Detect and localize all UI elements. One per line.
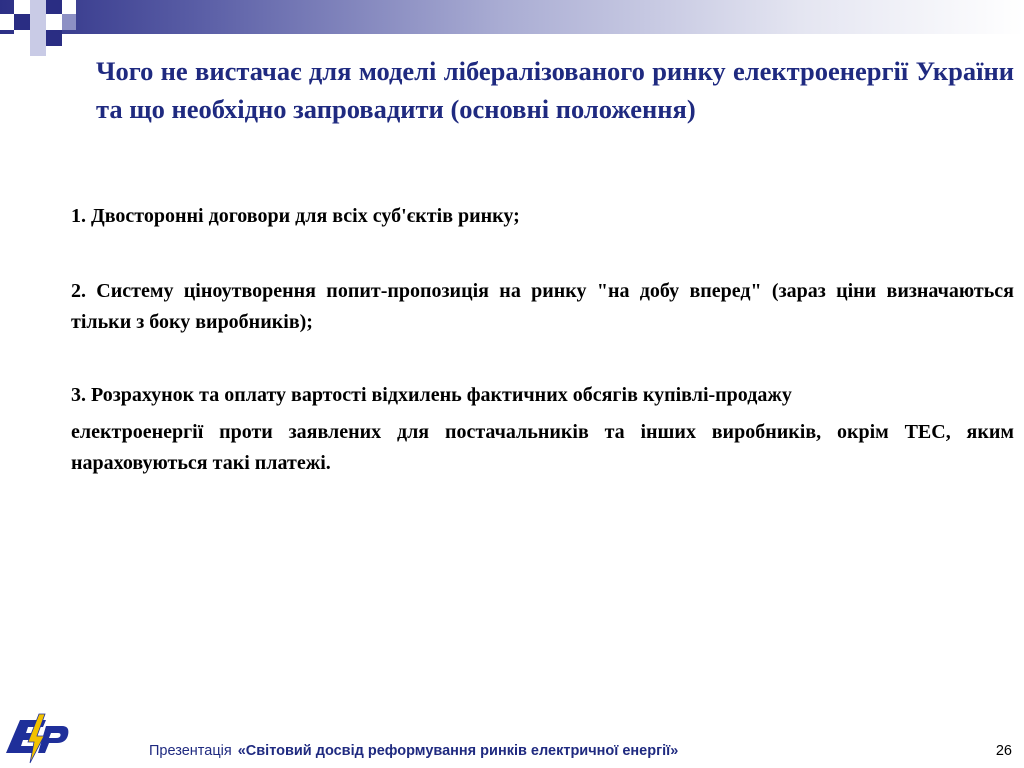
footer-presentation-label [149,743,678,759]
footer-presentation-title: «Світовий досвід реформування ринків електричної енергії» [237,743,679,759]
list-item-3-line1: 3. Розрахунок та оплату вартості відхилень фактичних обсягів купівлі-продажу [71,384,792,406]
header-gradient-band [0,0,1024,34]
page-number: 26 [995,743,1012,759]
list-item-3-line2: електроенергії проти заявлених для постачальників та інших виробників, окрім ТЕС, яким нараховуються такі платежі. [71,421,1014,474]
footer-lead: Презентація [149,743,232,759]
lightning-logo-icon [6,712,70,764]
slide-title: Чого не вистачає для моделі лібералізованого ринку електроенергії України та що необхідно запровадити (основні положення) [96,56,1014,124]
list-item-1: 1. Двосторонні договори для всіх суб'єктів ринку; [71,205,520,227]
list-item-2: 2. Систему ціноутворення попит-пропозиція на ринку "на добу вперед" (зараз ціни визначаються тільки з боку виробників); [71,280,1014,333]
